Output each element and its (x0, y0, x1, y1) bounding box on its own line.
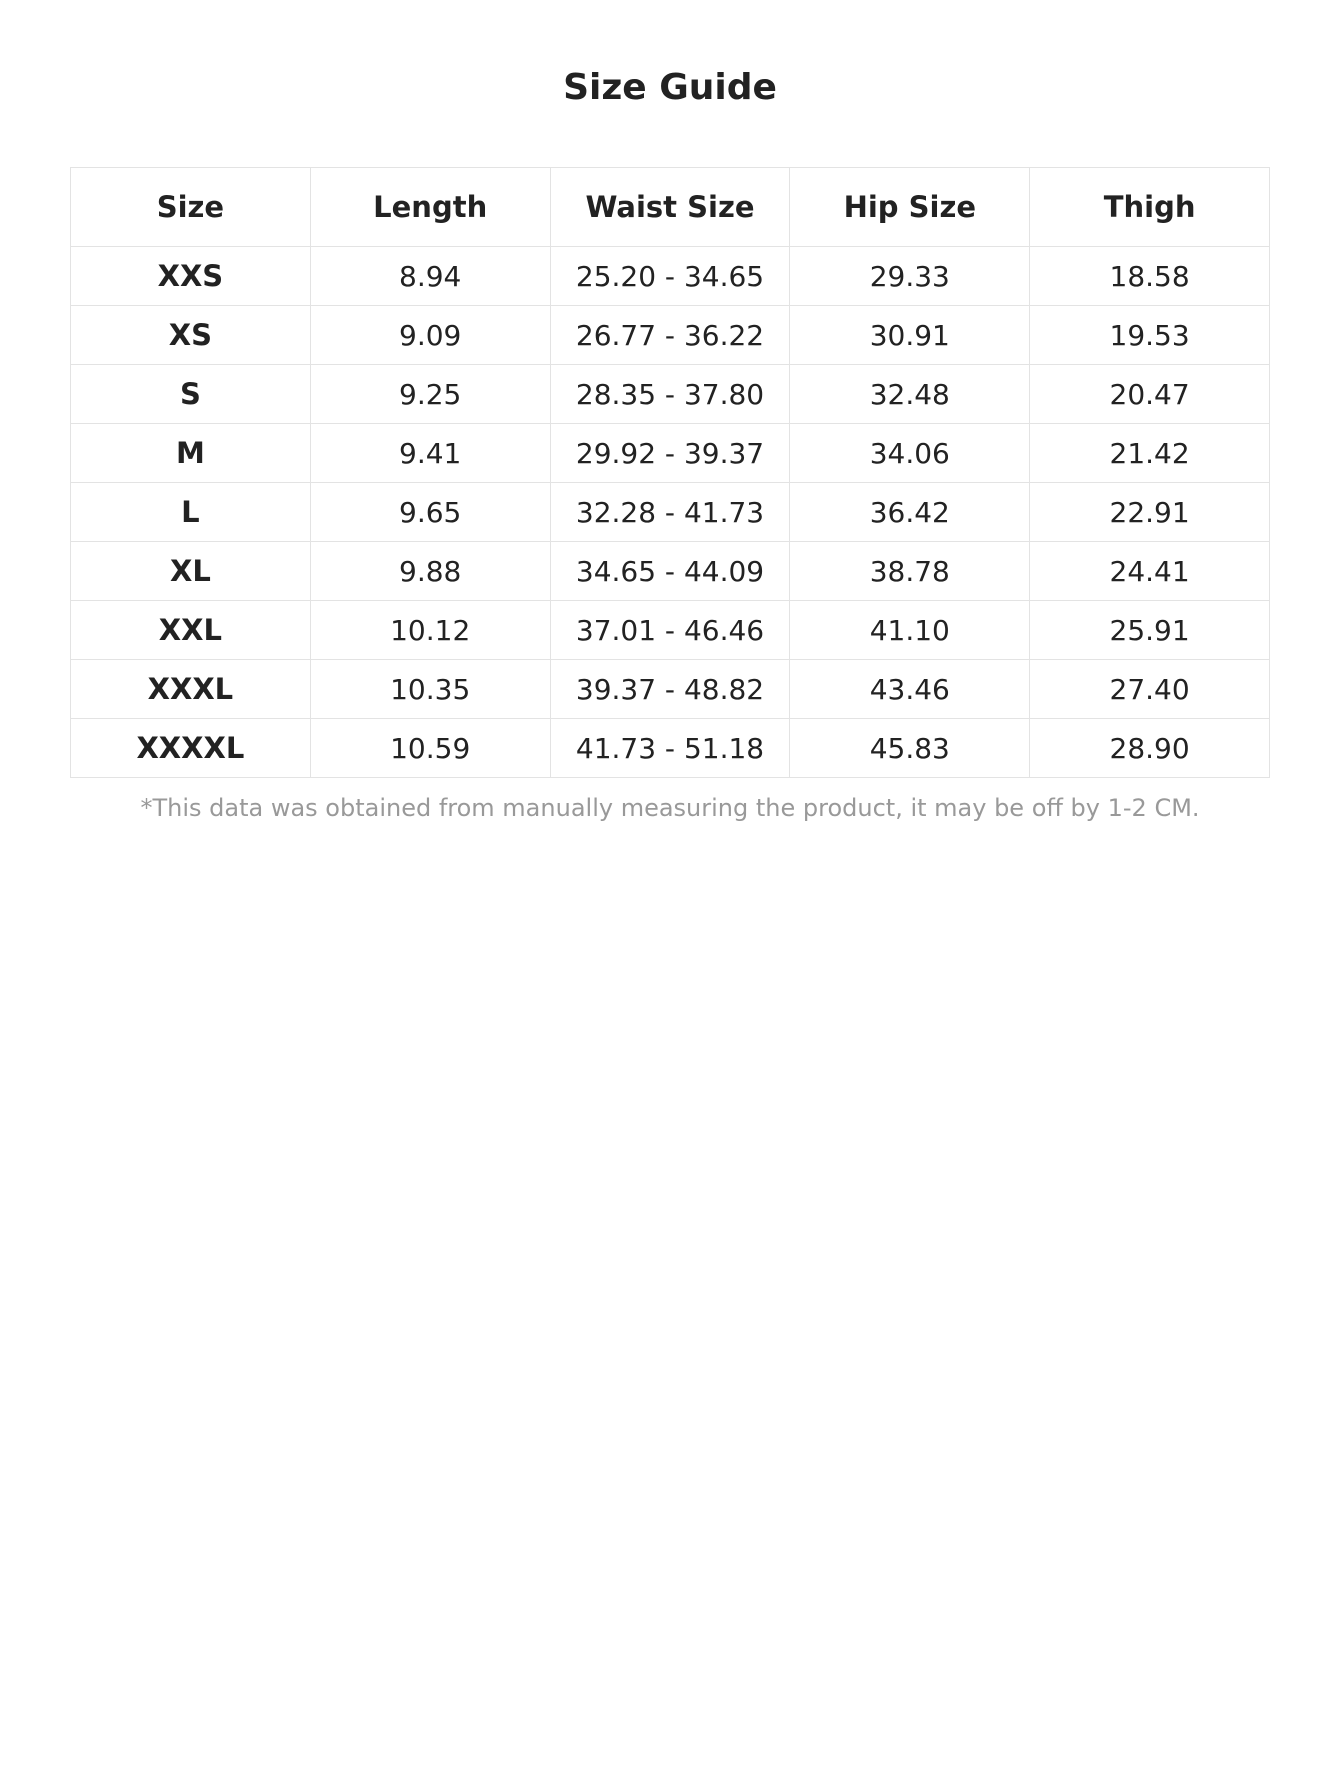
waist-size-cell: 39.37 - 48.82 (550, 660, 790, 719)
length-cell: 10.59 (310, 719, 550, 778)
table-row (71, 719, 1270, 778)
page-title: Size Guide (563, 67, 777, 108)
size-table (70, 167, 1270, 778)
size-cell: XXS (71, 247, 311, 306)
waist-size-cell: 28.35 - 37.80 (550, 365, 790, 424)
table-row (71, 306, 1270, 365)
size-cell: M (71, 424, 311, 483)
table-row (71, 483, 1270, 542)
table-row (71, 542, 1270, 601)
hip-size-cell: 43.46 (790, 660, 1030, 719)
length-cell: 9.25 (310, 365, 550, 424)
size-cell: XS (71, 306, 311, 365)
thigh-cell: 21.42 (1030, 424, 1270, 483)
hip-size-cell: 32.48 (790, 365, 1030, 424)
hip-size-cell: 34.06 (790, 424, 1030, 483)
table-row (71, 660, 1270, 719)
header-thigh: Thigh (1030, 168, 1270, 247)
size-cell: XXXL (71, 660, 311, 719)
thigh-cell: 19.53 (1030, 306, 1270, 365)
waist-size-cell: 26.77 - 36.22 (550, 306, 790, 365)
length-cell: 9.65 (310, 483, 550, 542)
hip-size-cell: 30.91 (790, 306, 1030, 365)
waist-size-cell: 34.65 - 44.09 (550, 542, 790, 601)
length-cell: 9.88 (310, 542, 550, 601)
table-header-row (71, 168, 1270, 247)
table-row (71, 424, 1270, 483)
hip-size-cell: 29.33 (790, 247, 1030, 306)
thigh-cell: 27.40 (1030, 660, 1270, 719)
size-cell: XXL (71, 601, 311, 660)
length-cell: 10.35 (310, 660, 550, 719)
hip-size-cell: 36.42 (790, 483, 1030, 542)
thigh-cell: 20.47 (1030, 365, 1270, 424)
hip-size-cell: 38.78 (790, 542, 1030, 601)
header-waist-size: Waist Size (550, 168, 790, 247)
size-cell: XXXXL (71, 719, 311, 778)
thigh-cell: 25.91 (1030, 601, 1270, 660)
length-cell: 9.09 (310, 306, 550, 365)
waist-size-cell: 37.01 - 46.46 (550, 601, 790, 660)
hip-size-cell: 41.10 (790, 601, 1030, 660)
thigh-cell: 18.58 (1030, 247, 1270, 306)
table-row (71, 365, 1270, 424)
length-cell: 9.41 (310, 424, 550, 483)
thigh-cell: 24.41 (1030, 542, 1270, 601)
size-cell: S (71, 365, 311, 424)
thigh-cell: 22.91 (1030, 483, 1270, 542)
length-cell: 10.12 (310, 601, 550, 660)
hip-size-cell: 45.83 (790, 719, 1030, 778)
waist-size-cell: 41.73 - 51.18 (550, 719, 790, 778)
header-size: Size (71, 168, 311, 247)
table-row (71, 601, 1270, 660)
header-hip-size: Hip Size (790, 168, 1030, 247)
length-cell: 8.94 (310, 247, 550, 306)
header-length: Length (310, 168, 550, 247)
waist-size-cell: 25.20 - 34.65 (550, 247, 790, 306)
size-cell: XL (71, 542, 311, 601)
thigh-cell: 28.90 (1030, 719, 1270, 778)
size-cell: L (71, 483, 311, 542)
table-row (71, 247, 1270, 306)
waist-size-cell: 29.92 - 39.37 (550, 424, 790, 483)
waist-size-cell: 32.28 - 41.73 (550, 483, 790, 542)
measurement-disclaimer: *This data was obtained from manually measuring the product, it may be off by 1-2 CM. (140, 794, 1200, 822)
